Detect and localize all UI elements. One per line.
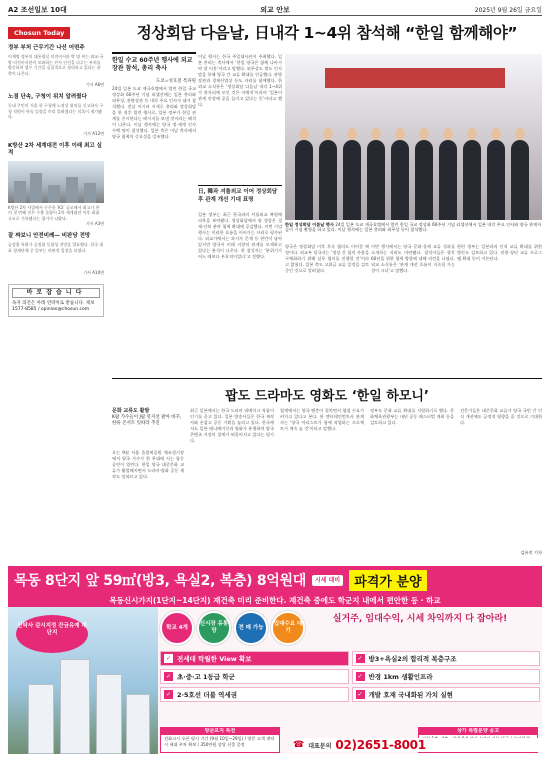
page-header: [8, 4, 542, 16]
ad-headline: 실거주, 임대수익, 시세 차익까지 다 잡아라!: [332, 614, 508, 624]
ad-bullet: ✓ 개발 호재 국내화된 가치 실현: [352, 687, 541, 702]
ad-feature-circles: [160, 611, 305, 645]
ad-sale-label: 파격가 분양: [349, 570, 426, 591]
article-column: 정부도 문화 교류 확대를 지원하기로 했다. 문화체육관광부는 내년 공동 페스티벌 개최 등을 검토하고 있다.: [370, 408, 454, 425]
sidebar-item-ref: 기사 A12면: [83, 131, 104, 136]
corrections-box: [8, 284, 104, 317]
article-column: 양국은 정상회담 이후 후속 협의도 이어갈 예정이다. 외교부 당국자는 ‘정상 간 합의 사항을 구체화하기 위해 실무 협의를 진행할 것’이라고 밝혔다. 일본 측도 고위급 교류 일정을 검토 중인 것으로 알려졌다.: [285, 244, 369, 273]
feature-circle: 신시장 유통망: [197, 611, 231, 645]
second-headline: 팝도 드라마도 영화도 ‘한일 하모니’: [112, 378, 542, 404]
ad-tag: 시세 대비: [312, 575, 343, 586]
sidebar-item[interactable]: [8, 143, 104, 227]
article-column: 최근 일본에서는 한국 드라마 리메이크 작품이 인기를 끌고 있다. 일본 방송사들은 한국 제작사와 손잡고 공동 기획을 늘리고 있다. 한국에서도 일본 애니메이션과 영화가 흥행하며 양국 콘텐츠 시장의 경계가 허물어지고 있다는 평가다.: [190, 408, 274, 443]
section-title: 외교 안보: [260, 5, 290, 14]
ad-bullet: ✓ 2·5호선 더블 역세권: [160, 687, 349, 702]
article-column: 한편 정부는 일본과의 인적 교류 확대를 위한 방안도 검토하고 있다. 관광·청년 교류 프로그램 확대 등이 거론된다.: [457, 244, 542, 261]
check-icon: ✓: [357, 655, 363, 662]
ad-bullet: ✓ 초·중·고 1등급 학군: [160, 669, 349, 684]
phone-icon: ☎: [293, 740, 305, 750]
ad-top-banner: [8, 566, 542, 594]
check-icon: ✓: [165, 691, 172, 698]
sidebar-photo-caption: K방산 2차 사업에서 수주한 ‘K3’ 공모에서 최고가 찬 의 첫 번째 전투 수출 물량이 2차 세계대전 이후 최대 규모로 기록됐다는 평가가 나왔다.: [8, 205, 100, 221]
contact-phone[interactable]: 02)2651-8001: [335, 738, 426, 752]
ad-bullets: [160, 651, 540, 702]
sidebar-item-text: 이재명 정부의 대통령실 의전비서관 박 명 씨는 외교·국방·의전비서관이 보좌하는 인사 안건을 다루는 부처를 방문하며 업무 기간을 실질적으로 정리하고 있다는 관측이 나온다.: [8, 54, 104, 76]
article2-subhead-title: 문화 교류도 활발: [112, 408, 150, 414]
building-rendering: [8, 607, 158, 754]
corrections-text: 독자 의견은 아래 연락처로 받습니다. 제보 1577-8585 / opinion@chosun.com: [12, 301, 95, 313]
sidebar-item-text: 동네 주민이 서울 한 구청에 노점상 위치를 신고하자 구청 직원이 단속 일정을 미리 알려줬다는 의혹이 제기됐다.: [8, 103, 104, 120]
article-byline: 도쿄=성호철 특파원: [156, 79, 196, 84]
ad-bullet: ✓ 반경 1km 생활인프라: [352, 669, 541, 684]
article-column: 업계에서는 양국 팬층이 겹치면서 협업 수요가 커지고 있다고 본다. 한 엔터테인먼트사 관계자는 ‘양국 아티스트가 함께 작업하는 프로젝트가 계속 늘 것’이라고 말했다.: [280, 408, 364, 431]
article-column: 오는 9월 서울 올림픽공원 체조경기장에서 양국 가수가 한 무대에 서는 합동 공연이 열린다. 한일 양국 대중문화 교류가 활발해지면서 드라마·영화 공동 제작도 잇따르고 있다.: [112, 450, 184, 479]
ad-info-box: [160, 727, 280, 753]
ad-contact[interactable]: [293, 738, 542, 752]
ad-ribbon: 신탁사 감시지정 잔금유예 대단지: [16, 615, 88, 653]
sidebar-photo: [8, 161, 104, 203]
sidebar-item[interactable]: [8, 233, 104, 276]
ad-body: [8, 607, 542, 754]
article-photo: [285, 54, 542, 220]
sidebar-item[interactable]: [8, 45, 104, 88]
ad-title: 목동 8단지 앞 59㎡(방3, 욕실2, 복층) 8억원대: [14, 573, 306, 589]
info-box-title: 상가 특별분양 공고: [419, 728, 537, 735]
info-box-title: 방문요지 특전: [161, 728, 279, 735]
sidebar-item-text: 공정위 특위가 공정위 독립성 전망을 발표했다. 한국 대표 경제단체 중 일부는 비판적 입장을 보였다.: [8, 242, 104, 253]
sidebar-item-title: 잘 짜보니 안전비례— 비판당 전망: [8, 233, 91, 240]
sidebar-item-title: K방산 2차 세계대전 이후 이래 최고 실적: [8, 143, 102, 156]
article-column: 일본 정부는 최근 한국과의 셔틀외교 복원에 의욕을 보여왔다. 정상회담에서 양 정상은 경제·안보 분야 협력 확대에 공감했다. 이번 기념 행사는 이러한 흐름을 이어가는 자리로 평가된다. 외교가에서는 과거사 문제 등 현안이 남아 있지만 양국이 미래 지향적 관계를 모색하고 있다는 분석이 나온다. 한 참석자는 ‘분위기가 어느 때보다 우호적이었다’고 전했다.: [198, 212, 282, 259]
feature-circle: 입대수요 대기: [271, 611, 305, 645]
feature-circle: 학교 4개: [160, 611, 194, 645]
feature-circle: 전 매 가능: [234, 611, 268, 645]
check-icon: ✓: [165, 673, 172, 680]
photo-caption: [285, 222, 542, 233]
sidebar-item-ref: 기사 A6면: [85, 82, 104, 87]
photo-caption-title: 한일 정상회담 이튿날 행사: [285, 222, 334, 227]
check-icon: ✓: [357, 673, 363, 680]
sidebar: [8, 20, 104, 560]
check-icon: ✓: [357, 691, 363, 698]
article-midhead: 日, 韓과 셔틀외교 이어 정상회담 후 관계 개선 기대 표명: [198, 185, 282, 204]
sidebar-item-ref: 기사 A10면: [83, 270, 104, 276]
article2-subhead: [112, 408, 184, 427]
article2-author: 김유진 기자: [520, 550, 542, 555]
main-headline: 정상회담 다음날, 日내각 1~4위 참석해 “한일 함께해야”: [136, 24, 518, 42]
ad-bullet: ✓ 전세대 탁월한 View 확보: [160, 651, 349, 666]
sidebar-item[interactable]: [8, 94, 104, 137]
corrections-title: 바로잡습니다: [12, 288, 100, 298]
chosun-today-badge: Chosun Today: [8, 27, 70, 39]
article-column: 이날 행사는 한국 주일대사관이 주최했다. 일본 총리는 축사에서 ‘한일 양국은 함께 나아가야 할 이웃’이라고 말했다. 외무상도 별도 인사말을 통해 양국 간 교류 확대를 언급했다. 관방장관과 경제산업상 등도 자리를 함께했다. 한 외교 소식통은 ‘정상회담 다음날 내각 1~4위가 한자리에 모인 것은 이례적’이라며 ‘일본이 관계 안정에 공을 들이고 있다는 뜻’이라고 했다.: [198, 54, 282, 107]
real-estate-ad[interactable]: [8, 566, 542, 754]
page-number: A2 조선일보 10대: [8, 5, 67, 14]
article-column: 24일 일본 도쿄 제국호텔에서 열린 한일 국교 정상화 60주년 기념 리셉션에는 일본 총리와 외무상, 관방장관 등 내각 주요 인사가 대거 참석했다. 전날 이시바 시게루 총리와 정상회담을 한 직후 열린 행사로, 일본 정부가 한일 관계를 중시한다는 메시지를 보낸 것이라는 해석이 나온다. 이날 행사에는 양국 정·재계 인사 수백 명이 참석했다. 일본 측은 이날 축사에서 양국 협력의 중요성을 강조했다.: [112, 86, 196, 139]
article-column: 전문가들은 대중문화 교류가 양국 국민 간 인식 개선에도 긍정적 영향을 줄 것으로 기대한다.: [460, 408, 542, 425]
issue-date: 2025년 9월 26일 금요일: [474, 7, 542, 14]
ad-bullet: ✓ 방3+욕실2의 합리적 복층구조: [352, 651, 541, 666]
contact-label: 대표문의: [308, 742, 332, 750]
article-subhead: 한일 수교 60주년 행사에 외교장관 참석, 총리 축사: [112, 52, 196, 73]
sidebar-item-ref: 기사 A3면: [85, 221, 104, 227]
article2-subhead-text: K팝 가수들이 J팝 뮤지션 팔아 바꾸, 한류 콘서트 잇따라 추진: [112, 415, 182, 426]
info-box-text: 전화고시 오픈 평시 기간 (9월 10일~29일) / 방문 고객 계약 시 세대 주차 확보 / 350만원 상당 선물 증정: [164, 736, 275, 747]
sidebar-item-title: 노점 단속, 구청이 위치 알려줬다: [8, 94, 87, 100]
photo-caption-text: 24일 일본 도쿄 제국호텔에서 열린 한일 국교 정상화 60주년 기념 리셉션에서 일본 내각 주요 인사와 양국 관계자들이 기념 촬영을 하고 있다. 이날 행사에는 일본 총리와 외무상 등이 참석했다.: [285, 222, 542, 233]
article-column: 이번 행사에서는 양국 문화·경제 교류 성과를 소개하는 자리도 마련됐다. 참석자들은 향후 60년을 위한 협력 방향에 대해 의견을 나눴다. 외교 소식통은 ‘관계 개선 흐름이 지속될 가능성이 크다’고 말했다.: [371, 244, 455, 273]
check-icon: ✓: [165, 655, 172, 662]
sidebar-item-title: 정부 부처 근무기간 나선 어떤주: [8, 45, 85, 51]
ad-subtitle: 목동신시가지(1단지~14단지) 재건축 미리 준비한다. 재건축 중에도 학군지 내에서 편안한 등 · 하교: [8, 594, 542, 607]
